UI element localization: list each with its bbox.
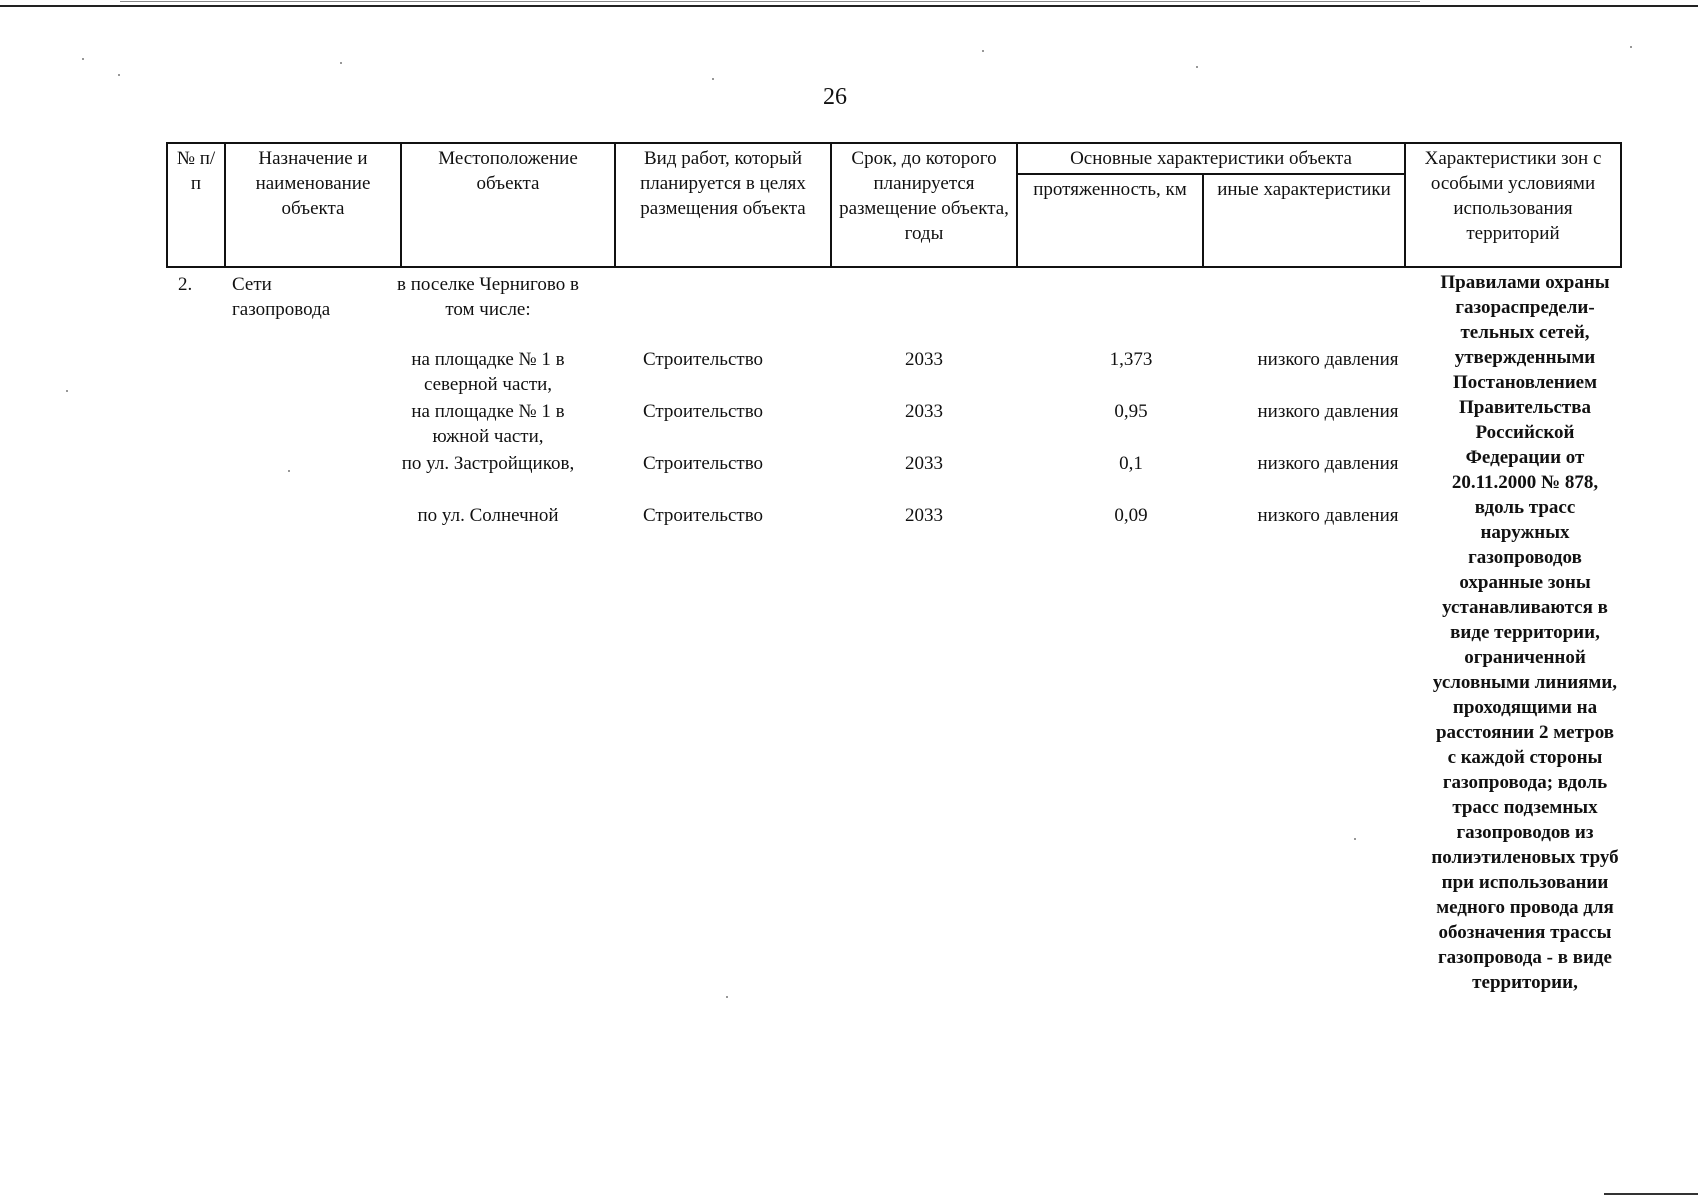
row-other-characteristics: низкого давления — [1257, 453, 1399, 474]
header-name: Назначение и наименование объекта — [225, 143, 401, 267]
row-work-type: Строительство — [642, 349, 764, 370]
row-length: 0,09 — [1114, 505, 1148, 526]
scan-speck — [1196, 66, 1198, 68]
scan-speck — [82, 58, 84, 60]
row-length: 0,95 — [1114, 401, 1148, 422]
page-number: 26 — [823, 84, 847, 110]
scan-speck — [66, 390, 68, 392]
row-location: по ул. Солнечной — [417, 505, 559, 526]
row-length: 0,1 — [1119, 453, 1143, 474]
row-other-characteristics: низкого давления — [1257, 349, 1399, 370]
scan-speck — [712, 78, 714, 80]
entry-zone-characteristics: Правилами охраны газораспредели-тельных сетей, утвержденными Постановлением Правительства Российской Федерации от 20.11.2000 № 878, вдоль трасс наружных газопроводов охранные зоны устанавливаются в виде территории, ограниченной условными линиями, проходящими на расстоянии 2 метров с каждой стороны газопровода; вдоль трасс подземных газопроводов из полиэтиленовых труб при использовании медного провода для обозначения трассы газопровода - в виде территории, — [1431, 272, 1619, 993]
row-work-type: Строительство — [642, 453, 764, 474]
header-work-type: Вид работ, который планируется в целях размещения объекта — [615, 143, 831, 267]
row-other-characteristics: низкого давления — [1257, 505, 1399, 526]
scan-speck — [1354, 838, 1356, 840]
entry-name: Сети газопровода — [232, 274, 331, 320]
row-work-type: Строительство — [642, 505, 764, 526]
row-other-characteristics: низкого давления — [1257, 401, 1399, 422]
header-location: Местоположение объекта — [401, 143, 615, 267]
scan-speck — [982, 50, 984, 52]
scan-speck — [726, 996, 728, 998]
bottom-edge-line — [1604, 1193, 1698, 1195]
scan-speck — [1630, 46, 1632, 48]
scan-speck — [288, 470, 290, 472]
row-length: 1,373 — [1109, 349, 1153, 370]
row-location: по ул. Застройщиков, — [401, 453, 575, 474]
row-term: 2033 — [905, 453, 943, 474]
scan-speck — [118, 74, 120, 76]
entry-number: 2. — [178, 274, 193, 295]
row-term: 2033 — [905, 349, 943, 370]
header-main-characteristics: Основные характеристики объекта — [1017, 143, 1405, 174]
scan-speck — [340, 62, 342, 64]
top-border-line — [0, 5, 1698, 7]
header-table — [166, 142, 1622, 268]
top-edge-line — [120, 1, 1420, 2]
header-length: протяженность, км — [1017, 174, 1203, 267]
row-term: 2033 — [905, 505, 943, 526]
row-term: 2033 — [905, 401, 943, 422]
header-term: Срок, до которого планируется размещение объекта, годы — [831, 143, 1017, 267]
row-location: на площадке № 1 в южной части, — [411, 401, 565, 447]
header-num: № п/п — [167, 143, 225, 267]
row-location: на площадке № 1 в северной части, — [411, 349, 565, 395]
header-other: иные характеристики — [1203, 174, 1405, 267]
header-zones: Характеристики зон с особыми условиями использования территорий — [1405, 143, 1621, 267]
row-work-type: Строительство — [642, 401, 764, 422]
entry-location-intro: в поселке Чернигово в том числе: — [397, 274, 579, 320]
